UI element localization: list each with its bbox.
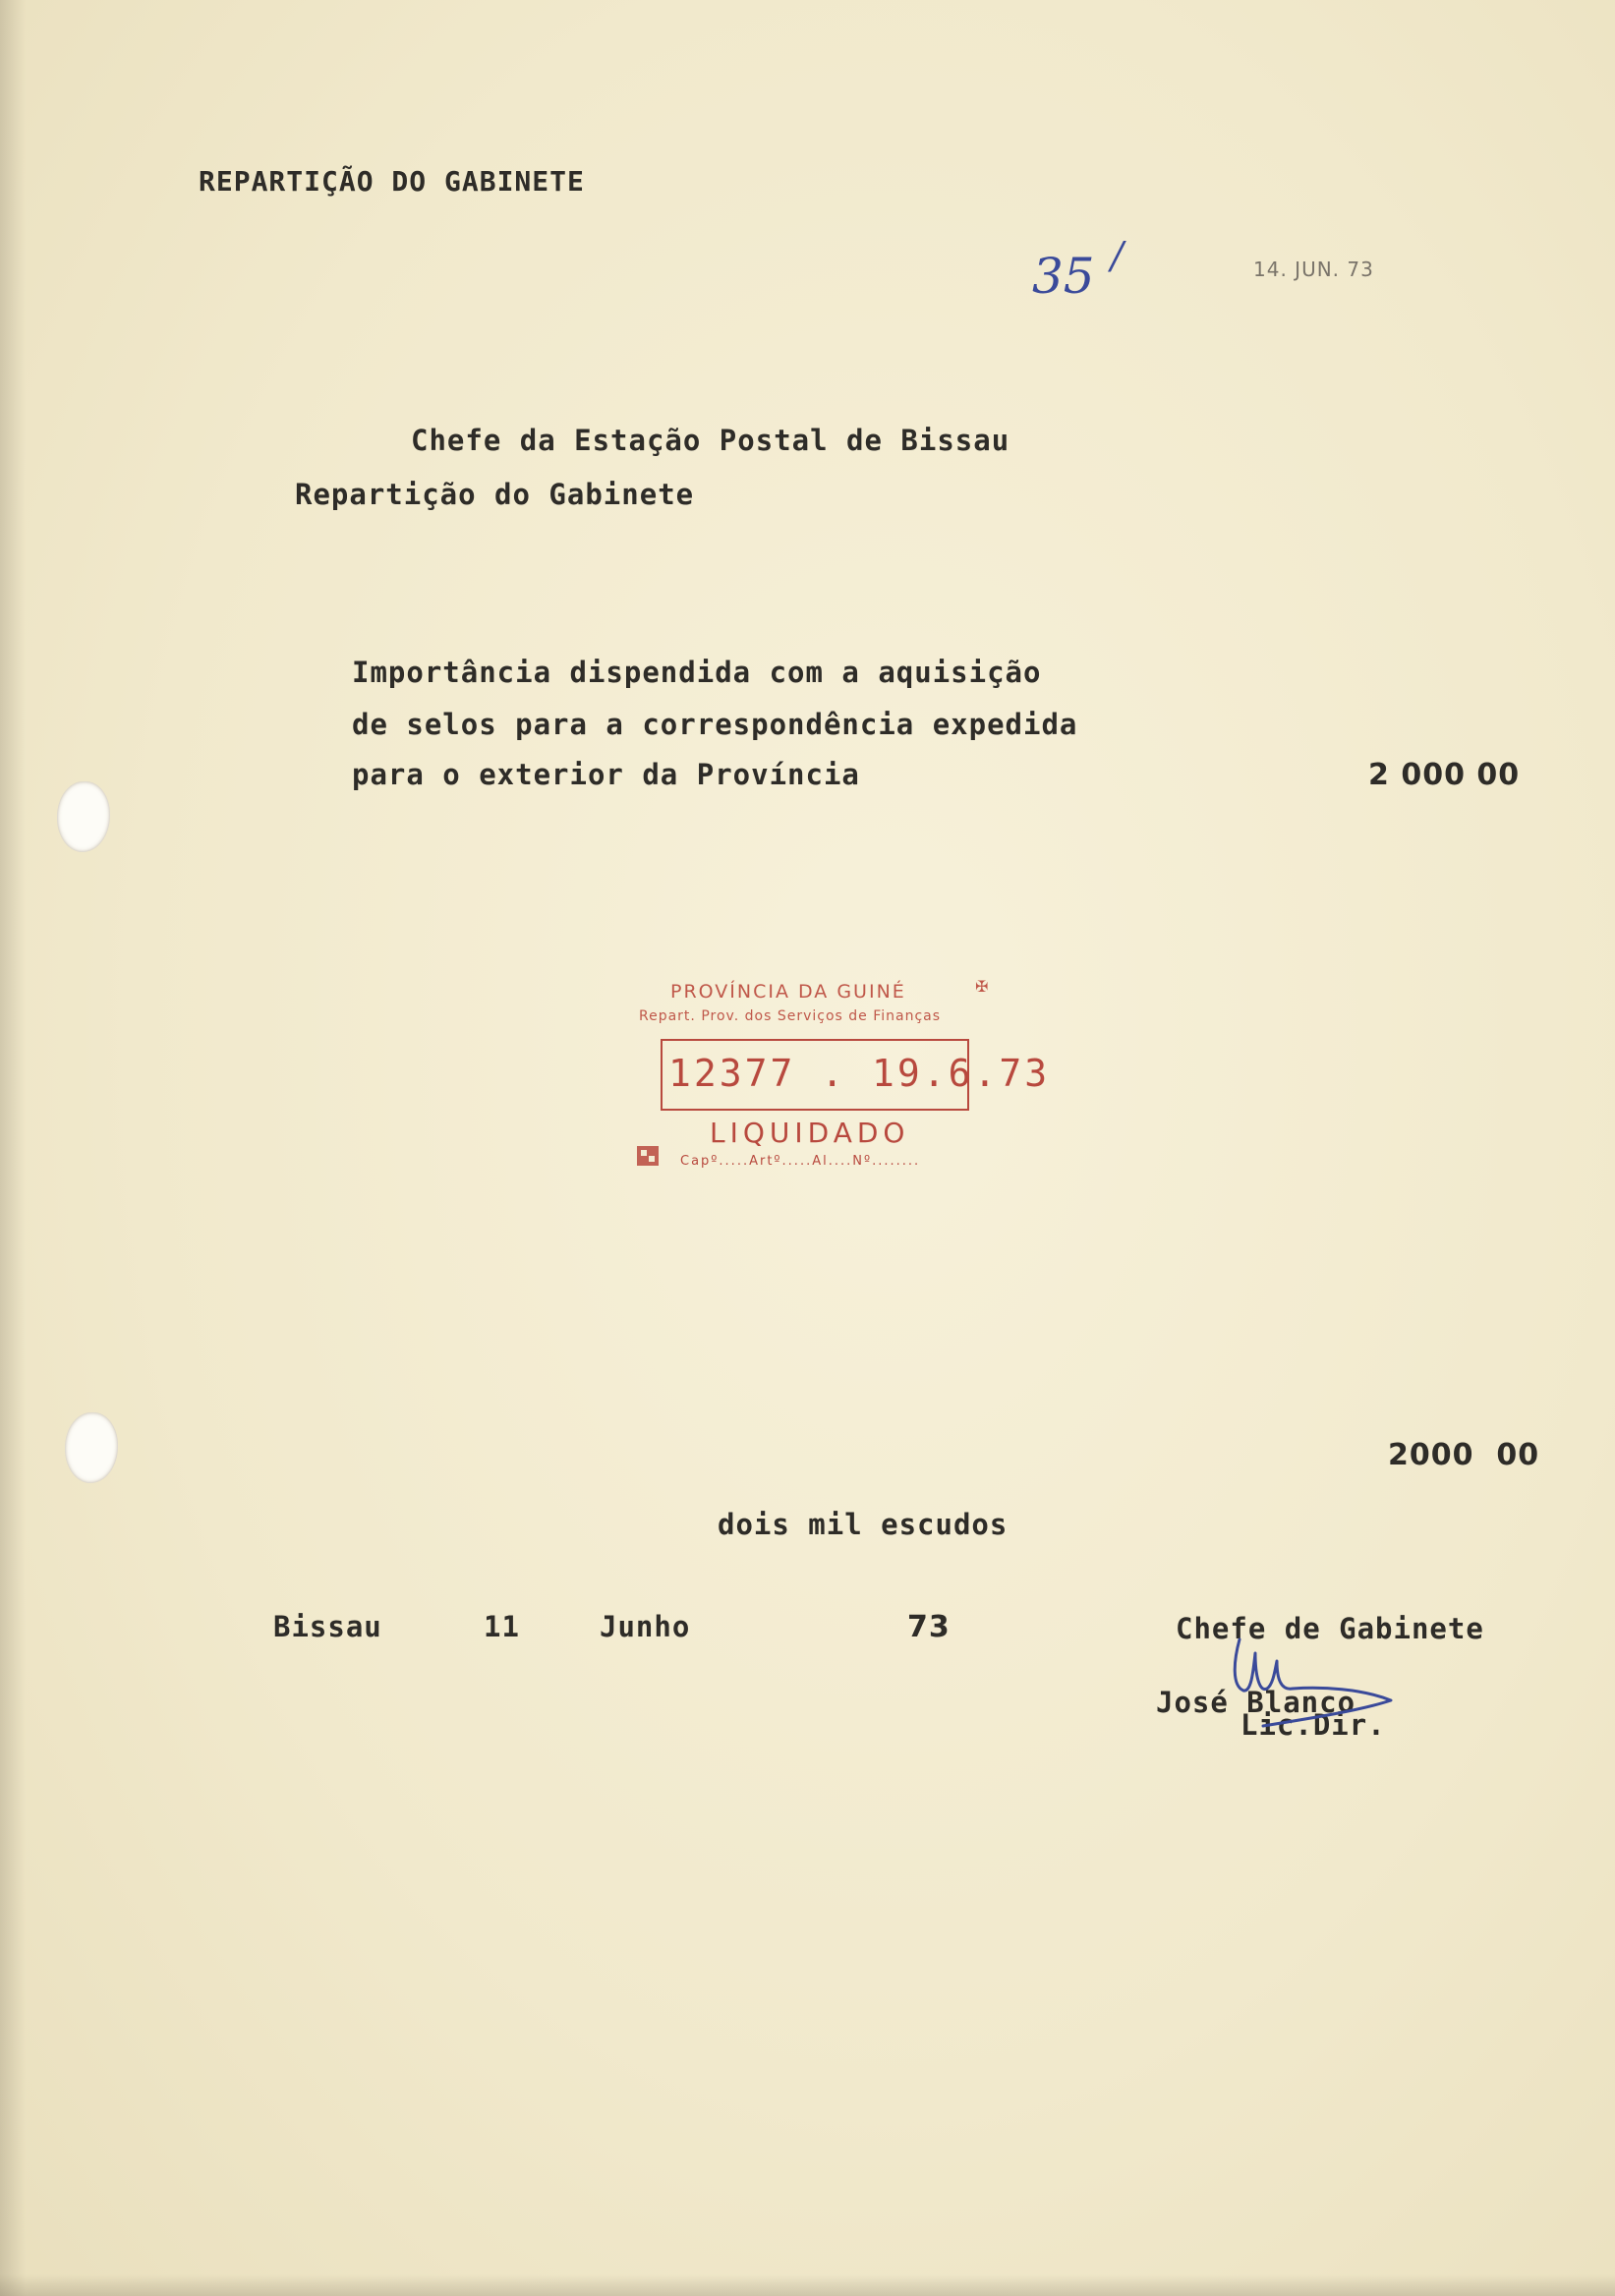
- handwritten-signature: [1204, 1632, 1401, 1750]
- received-date-stamp: 14. JUN. 73: [1253, 258, 1374, 281]
- stamp-province-line: PROVÍNCIA DA GUINÉ: [670, 981, 906, 1003]
- page-bottom-shadow: [0, 2274, 1615, 2296]
- dateline-month: Junho: [600, 1610, 691, 1643]
- addressee-line-1: Chefe da Estação Postal de Bissau: [411, 424, 1010, 457]
- finance-liquidation-stamp: [629, 975, 1051, 1181]
- item-description-line-2: de selos para a correspondência expedida: [352, 708, 1078, 741]
- signatory-title: Lic.Dir.: [1240, 1708, 1386, 1742]
- stamp-department-line: Repart. Prov. dos Serviços de Finanças: [639, 1008, 942, 1024]
- stamp-registration-number: 12377 . 19.6.73: [668, 1052, 1051, 1095]
- item-description-line-3: para o exterior da Província: [352, 758, 860, 791]
- handwritten-reference-number: 35: [1032, 248, 1095, 305]
- punch-hole-bottom: [65, 1412, 118, 1483]
- punch-hole-top: [57, 781, 110, 852]
- total-in-words: dois mil escudos: [718, 1508, 1009, 1541]
- dateline-year: 73: [907, 1610, 951, 1644]
- dateline-place: Bissau: [273, 1610, 382, 1643]
- stamp-crest-icon: [635, 1140, 661, 1170]
- stamp-emblem-icon: ✠: [975, 977, 989, 996]
- total-amount: 2000 00: [1388, 1438, 1540, 1472]
- stamp-status: LIQUIDADO: [710, 1117, 910, 1149]
- item-description-line-1: Importância dispendida com a aquisição: [352, 656, 1042, 689]
- addressee-line-2: Repartição do Gabinete: [295, 478, 695, 511]
- item-amount: 2 000 00: [1368, 758, 1521, 792]
- dateline-day: 11: [484, 1610, 520, 1643]
- signatory-role: Chefe de Gabinete: [1176, 1612, 1484, 1645]
- handwritten-tick-mark: /: [1111, 234, 1124, 277]
- department-header: REPARTIÇÃO DO GABINETE: [199, 165, 585, 198]
- signatory-name: José Blanco: [1156, 1686, 1356, 1719]
- stamp-classification-fields: Capº.....Artº.....Al....Nº........: [680, 1154, 921, 1169]
- page-edge-shadow: [0, 0, 26, 2296]
